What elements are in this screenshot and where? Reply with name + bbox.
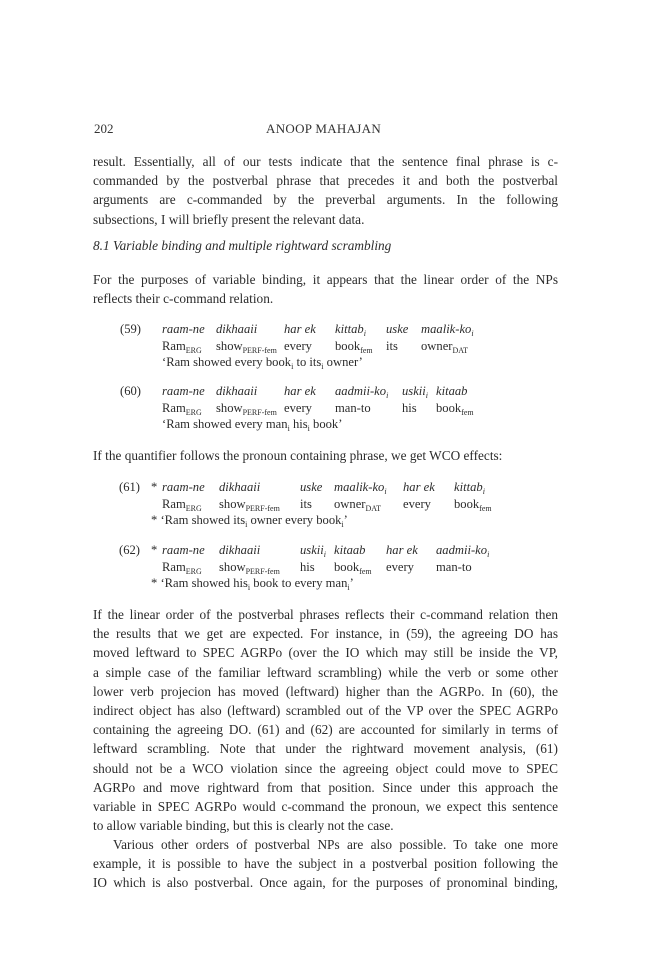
paragraph-variable-binding — [93, 270, 558, 308]
translation: * ‘Ram showed his$_i$ book to every man$_i$’ — [151, 576, 354, 592]
text-line: a simple case of the familiar leftward scrambling) while the verb or some other — [93, 664, 558, 680]
text-line: lower verb projecion has moved (leftward) higher than the AGRPo. In (60), the — [93, 683, 558, 699]
gloss: book$_{fem}$ — [335, 339, 373, 355]
gloss: show$_{PERF-fem}$ — [219, 560, 280, 576]
hindi-word: dikhaaii — [216, 322, 258, 336]
paragraph-analysis — [93, 605, 558, 835]
gloss: book$_{fem}$ — [454, 497, 492, 513]
hindi-word: uske — [300, 480, 323, 494]
text-line: leftward scrambling. Note that under the rightward movement analysis, (61) — [93, 741, 558, 757]
hindi-word: har ek — [403, 480, 435, 494]
hindi-word: maalik-$ko_i$ — [334, 480, 387, 496]
text-line: reflects their c-command relation. — [93, 291, 274, 307]
gloss: owner$_{DAT}$ — [421, 339, 469, 355]
hindi-word: uske — [386, 322, 409, 336]
gloss: man-to — [335, 401, 371, 415]
hindi-word: dikhaaii — [219, 543, 261, 557]
paragraph-postverbal-orders — [93, 835, 558, 893]
gloss: show$_{PERF-fem}$ — [216, 401, 277, 417]
gloss: Ram$_{ERG}$ — [162, 560, 202, 576]
text-line: result. Essentially, all of our tests indicate that the sentence final phrase is c- — [93, 154, 558, 169]
gloss: every — [284, 339, 312, 353]
example-number: (62) — [119, 543, 140, 557]
gloss: show$_{PERF-fem}$ — [219, 497, 280, 513]
text-line: variable in SPEC AGRPo would c-command the pronoun, we expect this sentence — [93, 799, 558, 815]
gloss: book$_{fem}$ — [334, 560, 372, 576]
running-title: ANOOP MAHAJAN — [266, 121, 382, 136]
translation: ‘Ram showed every book$_i$ to its$_i$ owner’ — [162, 355, 363, 371]
hindi-word: dikhaaii — [216, 384, 258, 398]
text-line: the results that we get are expected. For instance, in (59), the agreeing DO has — [93, 626, 558, 642]
hindi-word: uskii$_i$ — [300, 543, 327, 559]
hindi-word: kitaab — [334, 543, 366, 557]
gloss: every — [284, 401, 312, 415]
example-number: (61) — [119, 480, 140, 494]
hindi-word: dikhaaii — [219, 480, 261, 494]
paragraph-wco — [93, 446, 558, 465]
hindi-word: maalik-$ko_i$ — [421, 322, 474, 338]
hindi-word: kitaab — [436, 384, 468, 398]
text-line: moved leftward to SPEC AGRPo (over the IO which may still be inside the VP, — [93, 645, 558, 661]
text-line: Various other orders of postverbal NPs are also possible. To take one more — [113, 837, 558, 852]
translation: ‘Ram showed every man$_i$ his$_i$ book’ — [162, 417, 343, 433]
page-number: 202 — [94, 121, 114, 136]
translation: * ‘Ram showed its$_i$ owner every book$_i$’ — [151, 513, 348, 529]
hindi-word: kittab$_i$ — [335, 322, 366, 338]
gloss: book$_{fem}$ — [436, 401, 474, 417]
text-line: to allow variable binding, but this is clearly not the case. — [93, 818, 394, 834]
gloss: its — [300, 497, 312, 511]
text-line: If the linear order of the postverbal phrases reflects their c-command relation then — [93, 607, 558, 622]
text-line: subsections, I will briefly present the relevant data. — [93, 211, 365, 227]
text-line: containing the agreeing DO. (61) and (62) are accounted for similarly in terms of — [93, 722, 558, 738]
ungrammatical-star: * — [151, 543, 158, 557]
hindi-word: kittab$_i$ — [454, 480, 485, 496]
hindi-word: uskii$_i$ — [402, 384, 429, 400]
gloss: show$_{PERF-fem}$ — [216, 339, 277, 355]
hindi-word: raam-ne — [162, 480, 205, 494]
hindi-word: raam-ne — [162, 543, 205, 557]
hindi-word: har ek — [386, 543, 418, 557]
text-line: arguments are c-commanded by the preverbal arguments. In the following — [93, 192, 558, 208]
gloss: Ram$_{ERG}$ — [162, 401, 202, 417]
hindi-word: har ek — [284, 322, 316, 336]
hindi-word: har ek — [284, 384, 316, 398]
gloss: man-to — [436, 560, 472, 574]
gloss: Ram$_{ERG}$ — [162, 339, 202, 355]
hindi-word: aadmii-$ko_i$ — [335, 384, 389, 400]
text-line: IO which is also postverbal. Once again, for the purposes of pronominal binding, — [93, 875, 558, 891]
hindi-word: raam-ne — [162, 384, 205, 398]
intro-paragraph — [93, 152, 558, 229]
text-line: For the purposes of variable binding, it appears that the linear order of the NPs — [93, 272, 558, 287]
hindi-word: aadmii-$ko_i$ — [436, 543, 490, 559]
example-number: (59) — [120, 322, 141, 336]
gloss: every — [386, 560, 414, 574]
gloss: owner$_{DAT}$ — [334, 497, 382, 513]
text-line: should not be a WCO violation since the agreeing object could move to SPEC — [93, 760, 558, 776]
gloss: his — [402, 401, 417, 415]
text-line: AGRPo and move rightward from that position. Since under this approach the — [93, 779, 558, 795]
text-line: indirect object has also (leftward) scrambled out of the VP over the SPEC AGRPo — [93, 703, 558, 719]
gloss: his — [300, 560, 315, 574]
hindi-word: raam-ne — [162, 322, 205, 336]
text-line: commanded by the postverbal phrase that precedes it and both the postverbal — [93, 173, 558, 189]
ungrammatical-star: * — [151, 480, 158, 494]
gloss: its — [386, 339, 398, 353]
text-line: example, it is possible to have the subject in a postverbal position following the — [93, 856, 558, 872]
example-number: (60) — [120, 384, 141, 398]
gloss: Ram$_{ERG}$ — [162, 497, 202, 513]
section-title: 8.1 Variable binding and multiple rightward scrambling — [93, 238, 392, 253]
text-line: If the quantifier follows the pronoun containing phrase, we get WCO effects: — [93, 448, 503, 463]
gloss: every — [403, 497, 431, 511]
